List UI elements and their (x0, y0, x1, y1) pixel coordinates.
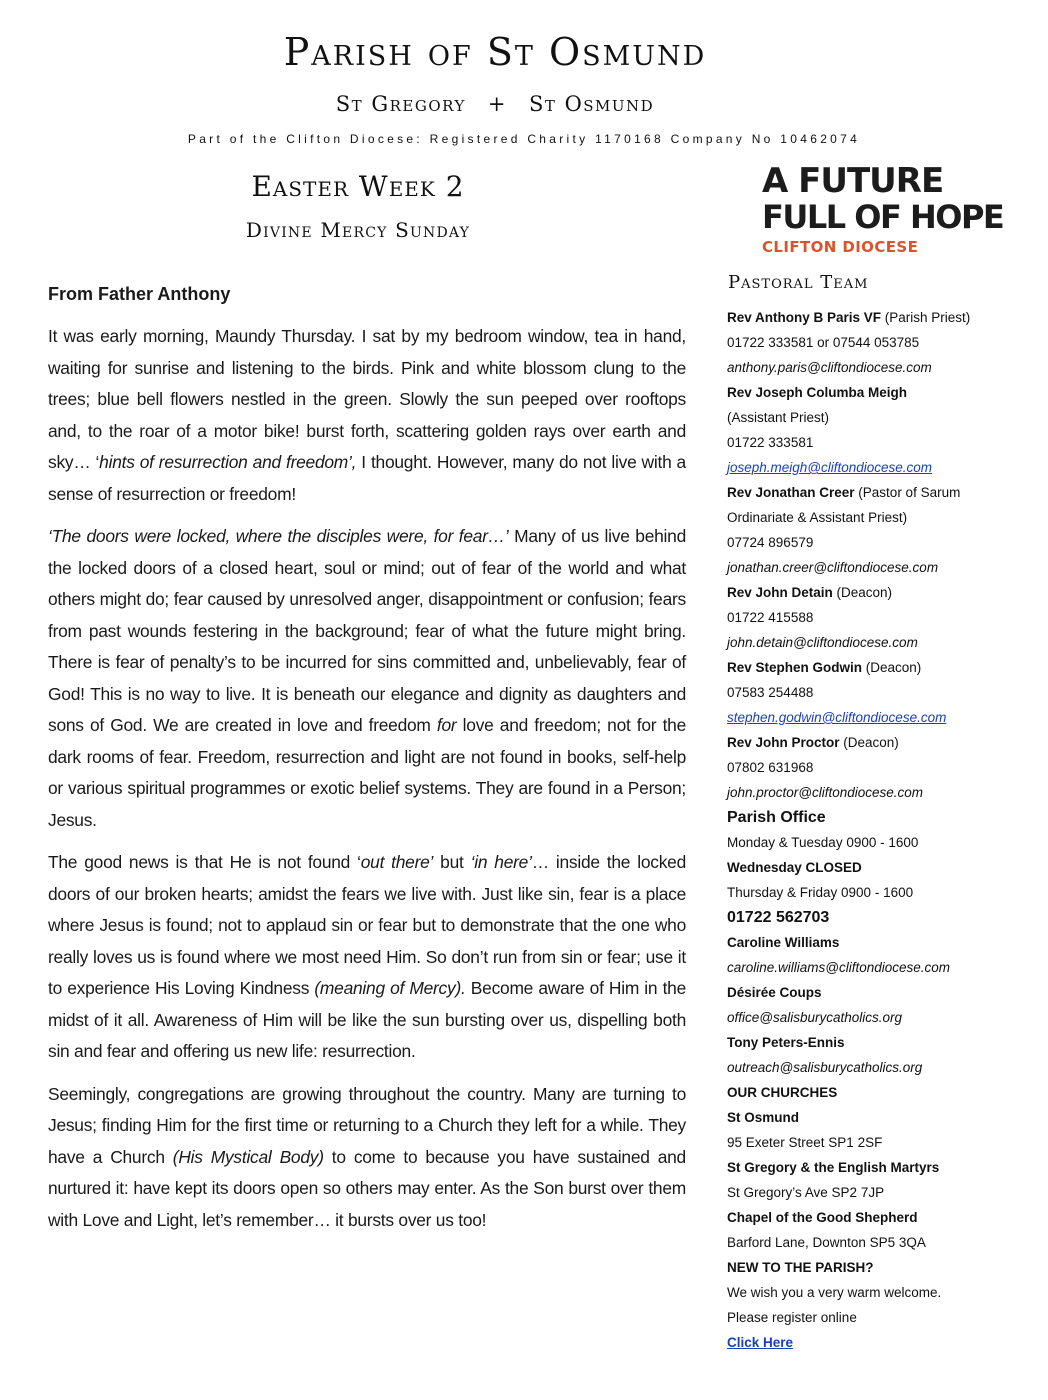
church-st-gregory: St Gregory (335, 92, 466, 116)
svg-text:FULL OF HOPE: FULL OF HOPE (762, 198, 1004, 236)
article-paragraph-3: The good news is that He is not found ‘out there’ but ‘in here’… inside the locked doors of our broken hearts; amidst the fears we live with. Just like sin, fear is a place where Jesus is found; not to applaud sin or fear but to demonstrate that the one who really loves us is found where we most need Him. So don’t run from sin or fear; use it to experience His Loving Kindness (meaning of Mercy). Become aware of Him in the midst of it all. Awareness of Him will be like the sun bursting over us, dispelling both sin and fear and offering us new life: resurrection. (48, 852, 686, 1061)
st-gregory-name: St Gregory & the English Martyrs (727, 1160, 940, 1175)
father-anthony-article (48, 284, 686, 1247)
williams-email: caroline.williams@cliftondiocese.com (727, 960, 951, 975)
coups-name: Désirée Coups (727, 985, 822, 1000)
paris-phone: 01722 333581 or 07544 053785 (727, 335, 920, 350)
sunday-title: Divine Mercy Sunday (245, 218, 471, 242)
ennis-email: outreach@salisburycatholics.org (727, 1060, 923, 1075)
chapel-name: Chapel of the Good Shepherd (727, 1210, 918, 1225)
detain-line: Rev John Detain (Deacon) (727, 585, 893, 600)
st-osmund-name: St Osmund (727, 1110, 800, 1125)
meigh-name: Rev Joseph Columba Meigh (727, 385, 908, 400)
pastoral-team-heading: Pastoral Team (728, 272, 869, 293)
meigh-role: (Assistant Priest) (727, 410, 830, 425)
article-paragraph-1: It was early morning, Maundy Thursday. I sat by my bedroom window, tea in hand, waiting for sunrise and listening to the birds. Pink and white blossom clung to the trees; blue bell flowers nestled in the green. Slowly the sun peeped over rooftops and, to the roar of a motor bike! burst forth, scattering golden rays over earth and sky… ‘hints of resurrection and freedom’, I thought. However, many do not live with a sense of resurrection or freedom! (48, 326, 686, 504)
article-heading: From Father Anthony (48, 284, 231, 304)
week-title: Easter Week 2 (251, 170, 465, 203)
chapel-address: Barford Lane, Downton SP5 3QA (727, 1235, 926, 1250)
meigh-email-link[interactable]: joseph.meigh@cliftondiocese.com (727, 460, 933, 475)
williams-name: Caroline Williams (727, 935, 840, 950)
ennis-name: Tony Peters-Ennis (727, 1035, 845, 1050)
logo-text (762, 161, 1003, 256)
creer-role: Ordinariate & Assistant Priest) (727, 510, 908, 525)
godwin-line: Rev Stephen Godwin (Deacon) (727, 660, 922, 675)
parish-office-heading: Parish Office (727, 809, 826, 826)
paris-email: anthony.paris@cliftondiocese.com (727, 360, 932, 375)
pastoral-team-sidebar (727, 272, 982, 1355)
office-wednesday-closed: Wednesday CLOSED (727, 860, 862, 875)
creer-phone: 07724 896579 (727, 535, 814, 550)
office-hours-mon-tue: Monday & Tuesday 0900 - 1600 (727, 835, 919, 850)
plus-separator: + (487, 92, 507, 116)
parish-title: Parish of St Osmund (283, 30, 707, 74)
church-st-osmund: St Osmund (529, 92, 655, 116)
office-hours-thu-fri: Thursday & Friday 0900 - 1600 (727, 885, 914, 900)
article-paragraph-4: Seemingly, congregations are growing throughout the country. Many are turning to Jesus; finding Him for the first time or returning to a Church they left for a while. They have a Church (His Mystical Body) to come to because you have sustained and nurtured it: have kept its doors open so others may enter. As the Son burst over them with Love and Light, let’s remember… it bursts over us too! (48, 1083, 686, 1230)
godwin-email-link[interactable]: stephen.godwin@cliftondiocese.com (727, 710, 947, 725)
office-phone: 01722 562703 (727, 909, 830, 926)
godwin-phone: 07583 254488 (727, 685, 814, 700)
proctor-phone: 07802 631968 (727, 760, 814, 775)
proctor-email: john.proctor@cliftondiocese.com (727, 785, 924, 800)
welcome-text: We wish you a very warm welcome. (727, 1285, 942, 1300)
click-here-link[interactable]: Click Here (727, 1335, 794, 1350)
coups-email: office@salisburycatholics.org (727, 1010, 903, 1025)
creer-email: jonathan.creer@cliftondiocese.com (727, 560, 939, 575)
detain-email: john.detain@cliftondiocese.com (727, 635, 918, 650)
churches-subtitle (0, 92, 990, 116)
register-text: Please register online (727, 1310, 857, 1325)
our-churches-heading: OUR CHURCHES (727, 1085, 838, 1100)
diocese-logo (760, 160, 1004, 258)
detain-phone: 01722 415588 (727, 610, 814, 625)
proctor-line: Rev John Proctor (Deacon) (727, 735, 899, 750)
article-paragraph-2: ‘The doors were locked, where the disciples were, for fear…’ Many of us live behind the locked doors of a closed heart, soul or mind; out of fear of the world and what others might do; fear caused by unresolved anger, disappointment or confusion; fears from past wounds festering in the background; fear of what the future might bring. There is fear of penalty’s to be incurred for sins committed and, unbelievably, fear of God! This is no way to live. It is beneath our elegance and dignity as daughters and sons of God. We are created in love and freedom for love and freedom; not for the dark rooms of fear. Freedom, resurrection and light are not found in books, self-help or various spiritual programmes or exotic belief systems. They are found in a Person; Jesus. (48, 526, 687, 830)
st-osmund-address: 95 Exeter Street SP1 2SF (727, 1135, 883, 1150)
svg-text:A FUTURE: A FUTURE (762, 161, 944, 201)
st-gregory-address: St Gregory’s Ave SP2 7JP (727, 1185, 885, 1200)
new-to-parish-heading: NEW TO THE PARISH? (727, 1260, 874, 1275)
svg-text:CLIFTON DIOCESE: CLIFTON DIOCESE (762, 238, 919, 256)
creer-line: Rev Jonathan Creer (Pastor of Sarum (727, 485, 961, 500)
meigh-phone: 01722 333581 (727, 435, 814, 450)
charity-line: Part of the Clifton Diocese: Registered Charity 1170168 Company No 10462074 (187, 132, 861, 146)
paris-line: Rev Anthony B Paris VF (Parish Priest) (727, 310, 971, 325)
